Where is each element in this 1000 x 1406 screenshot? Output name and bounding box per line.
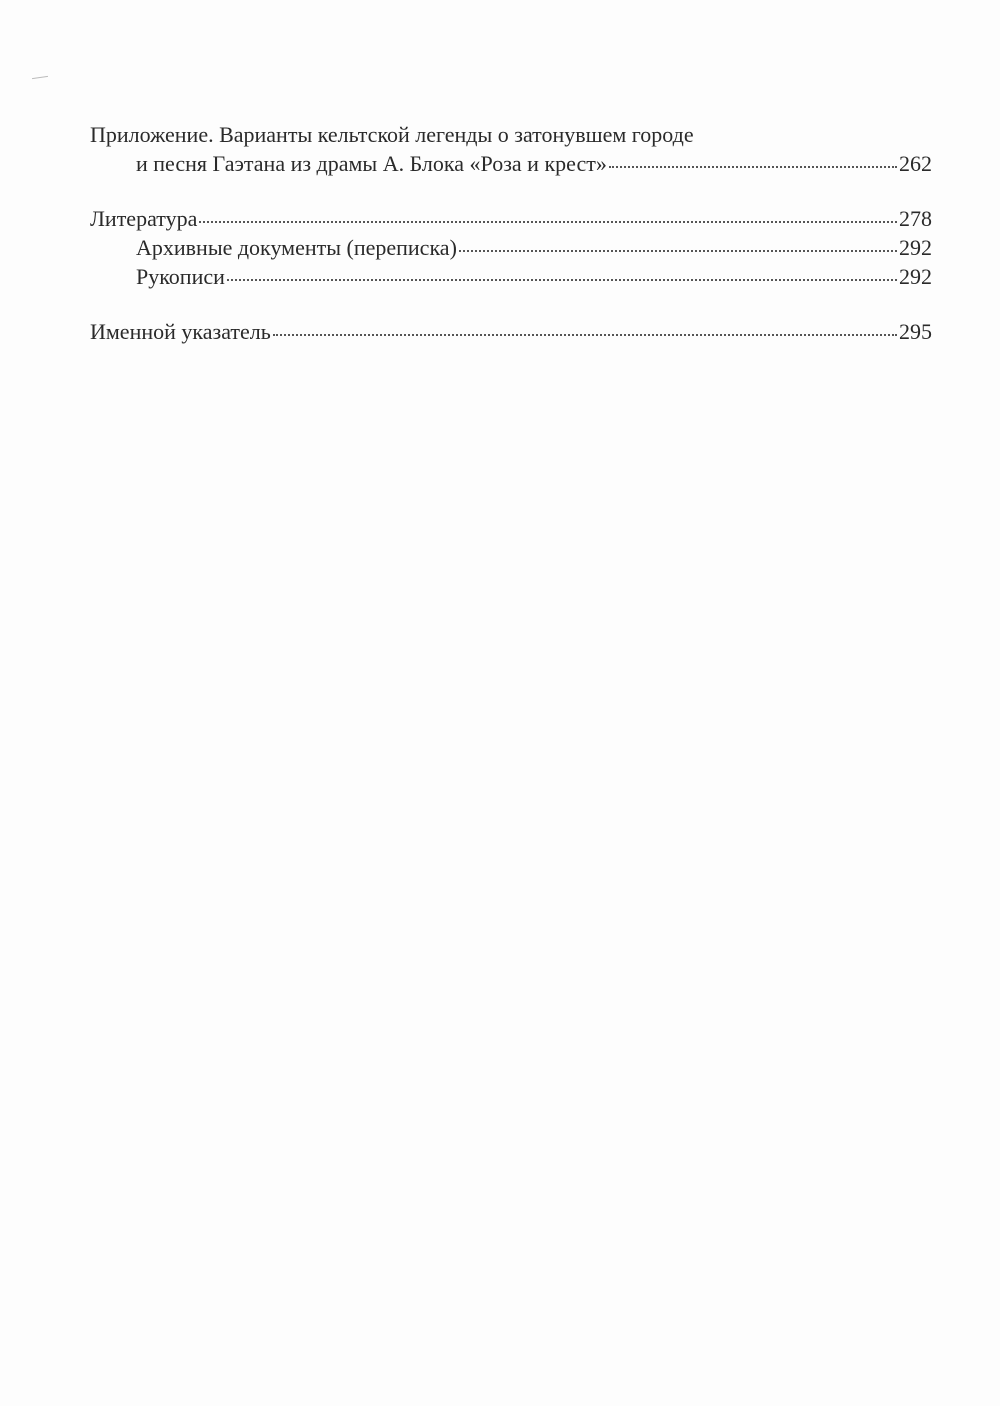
toc-entry-manuscripts[interactable] [90, 262, 932, 291]
scan-mark [32, 76, 48, 79]
toc-entry-archive-documents[interactable] [90, 233, 932, 262]
dot-leader [609, 166, 897, 168]
toc-entry-title: Рукописи [136, 264, 225, 289]
toc-entry-title: Литература [90, 206, 198, 231]
toc-entry-title: Именной указатель [90, 319, 271, 344]
toc-entry-name-index[interactable] [90, 317, 932, 346]
toc-page-number: 295 [899, 319, 932, 344]
toc-entry-title: Архивные документы (переписка) [136, 235, 457, 260]
dot-leader [273, 334, 897, 336]
toc-page-number: 278 [899, 206, 932, 231]
toc-entry-title-line1: Приложение. Варианты кельтской легенды о затонувшем городе [90, 122, 694, 147]
table-of-contents [90, 120, 932, 346]
toc-page-number: 292 [899, 264, 932, 289]
toc-entry-literature[interactable] [90, 204, 932, 233]
toc-entry-title-line2: и песня Гаэтана из драмы А. Блока «Роза и крест» [136, 151, 607, 176]
toc-page-number: 292 [899, 235, 932, 260]
toc-entry-appendix[interactable] [90, 120, 932, 178]
dot-leader [459, 250, 897, 252]
toc-page-number: 262 [899, 151, 932, 176]
dot-leader [199, 221, 897, 223]
dot-leader [227, 279, 897, 281]
